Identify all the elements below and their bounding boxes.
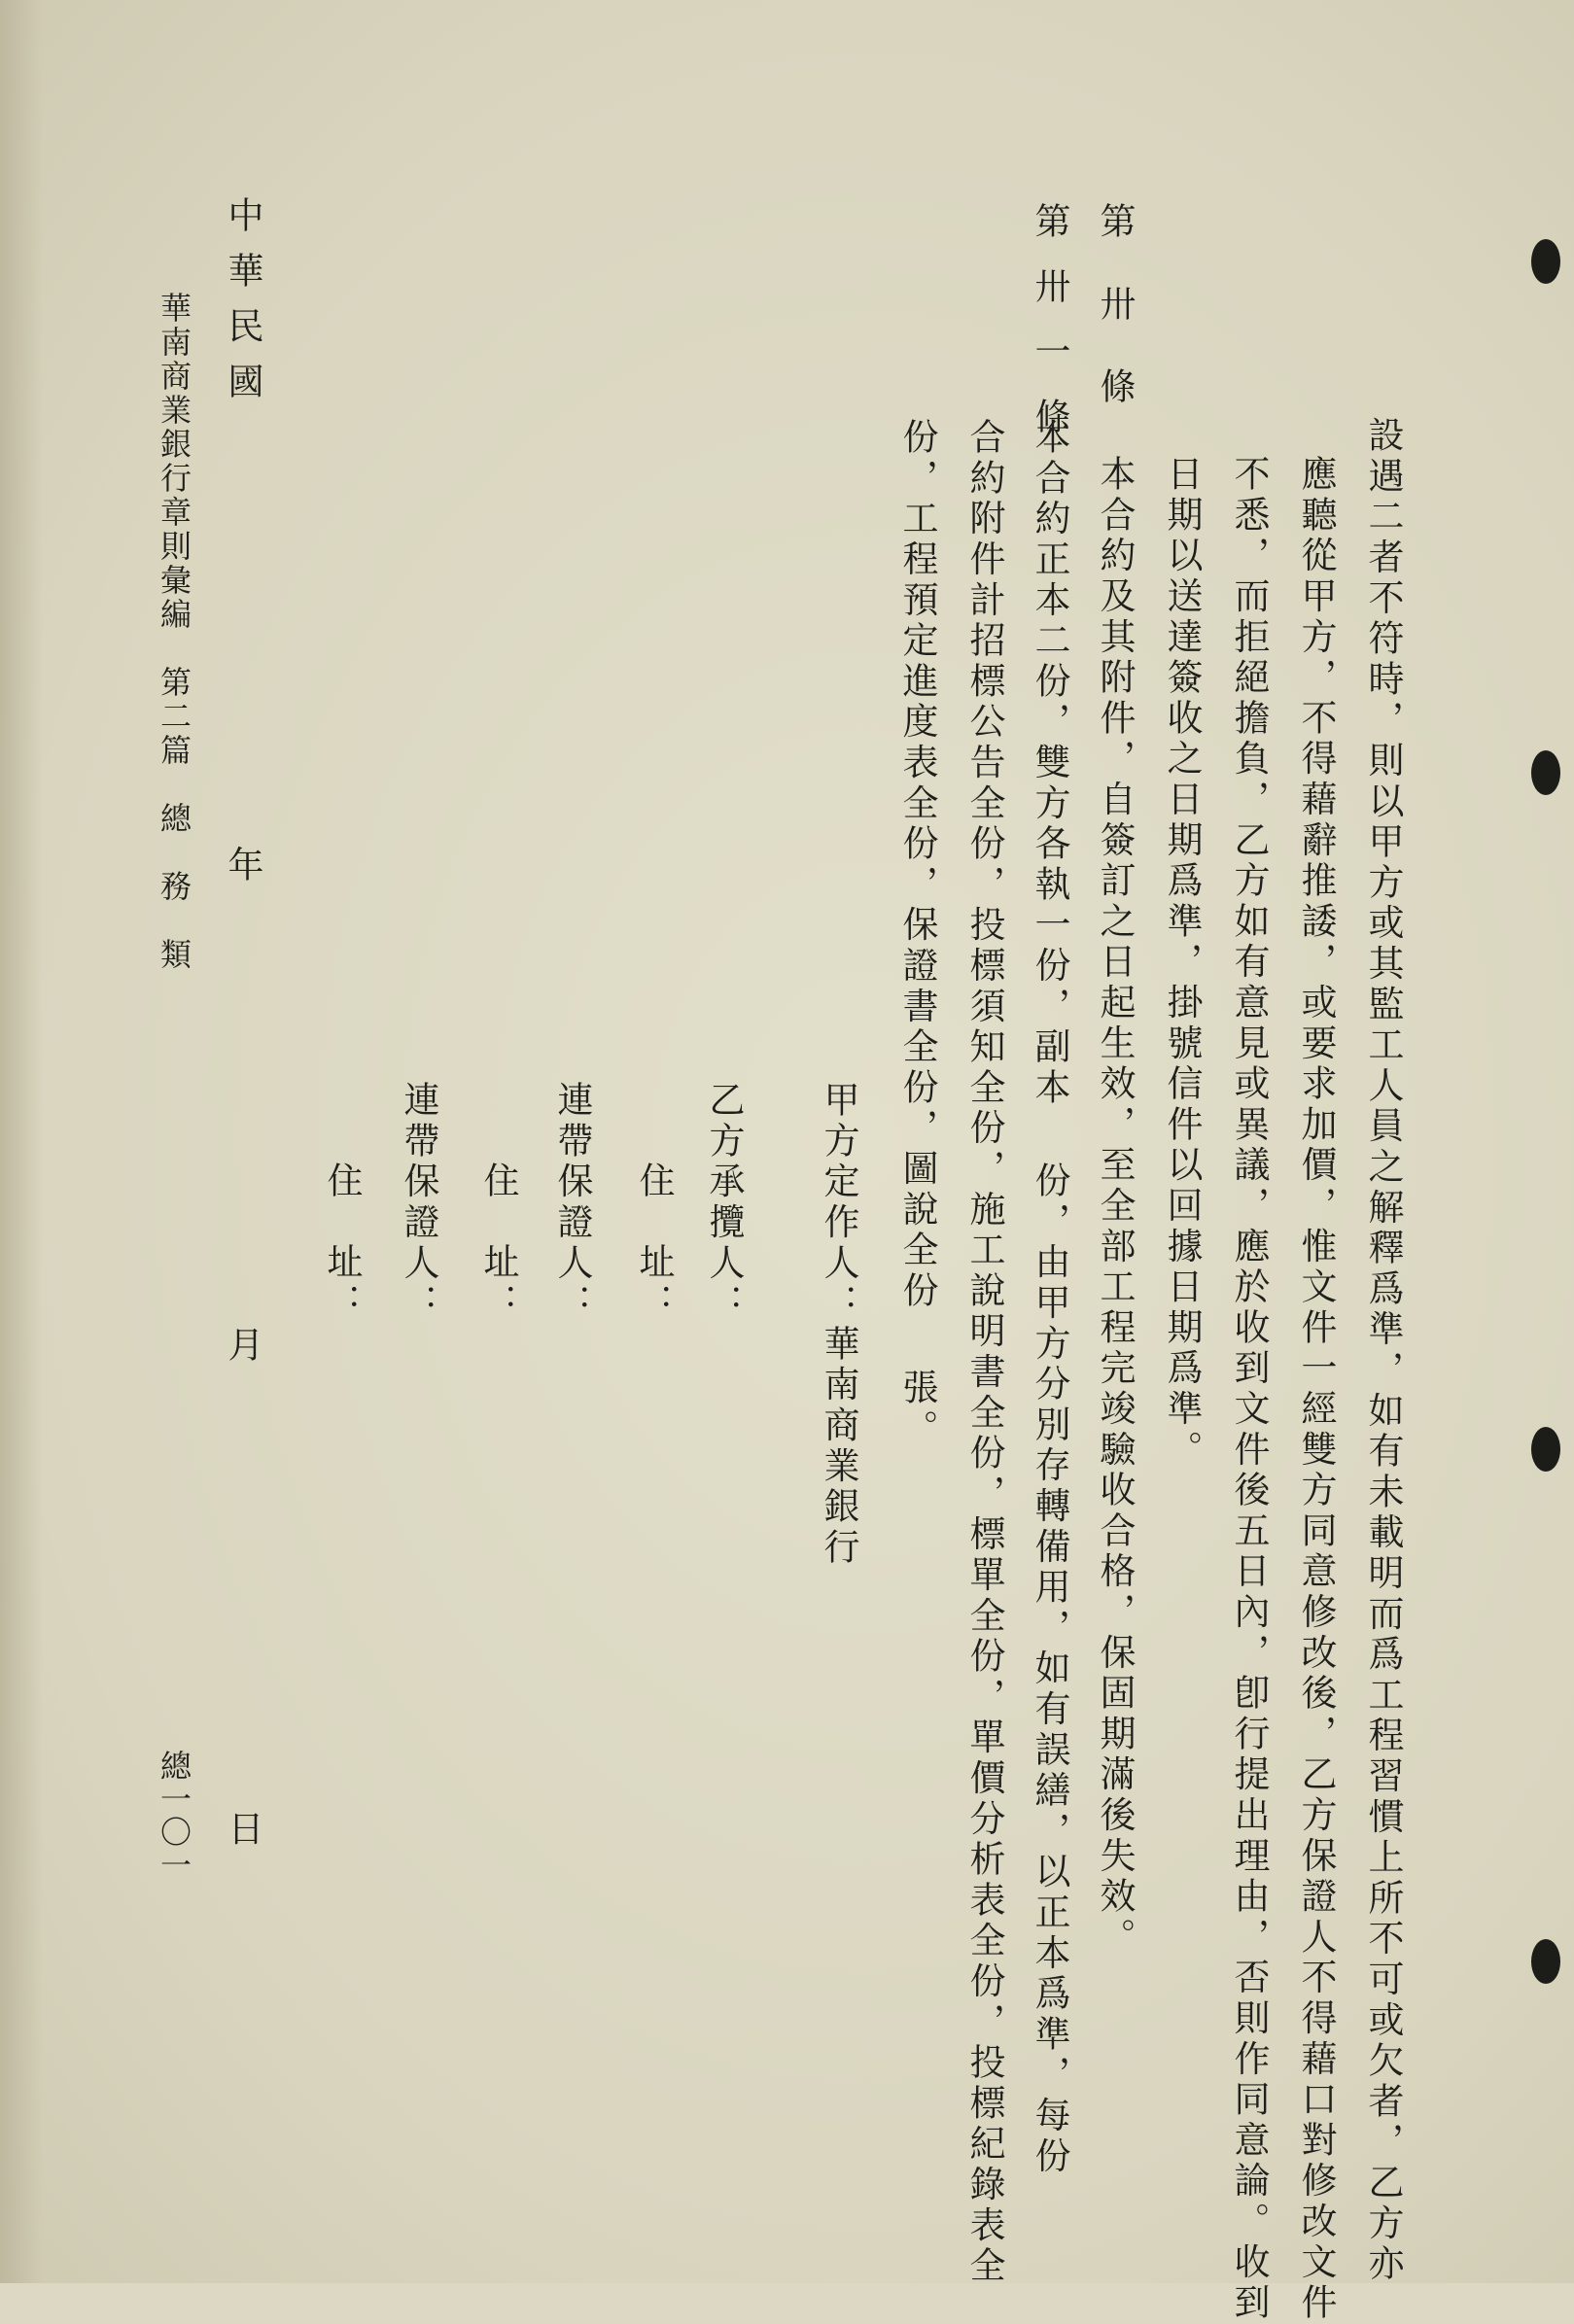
text-line-2: 應聽從甲方，不得藉辭推諉，或要求加價，惟文件一經雙方同意修改後，乙方保證人不得藉口對修改文件	[1295, 455, 1337, 2324]
text-line-7: 合約附件計招標公告全份，投標須知全份，施工說明書全份，標單全份，單價分析表全份，投標紀錄表全	[963, 418, 1005, 2287]
party-a-signature: 甲方定作人：華南商業銀行	[818, 1081, 859, 1569]
punch-hole	[1531, 750, 1560, 795]
punch-hole	[1531, 1427, 1560, 1472]
text-line-6: 本合約正本二份，雙方各執一份，副本	[1029, 418, 1070, 1109]
text-line-3: 不悉，而拒絕擔負，乙方如有意見或異議，應於收到文件後五日內，卽行提出理由，否則作同意論。收到	[1228, 455, 1270, 2324]
date-year: 年	[222, 846, 263, 886]
address-field: 住 址：	[321, 1162, 363, 1325]
address-field: 住 址：	[477, 1162, 519, 1325]
article-31-heading: 第卅一條	[1029, 202, 1070, 463]
text-line-5: 本合約及其附件，自簽訂之日起生效，至全部工程完竣驗收合格，保固期滿後失效。	[1094, 455, 1136, 1959]
article-30-heading: 第卅條	[1094, 202, 1136, 450]
text-line-8b: 張。	[896, 1369, 938, 1450]
book-title-footer: 華南商業銀行章則彙編 第二篇 總 務 類	[156, 292, 192, 972]
punch-hole	[1531, 239, 1560, 284]
guarantor-signature: 連帶保證人：	[551, 1081, 593, 1325]
date-era: 中華民國	[222, 196, 263, 418]
page-number: 總一〇一	[156, 1750, 192, 1882]
text-line-1: 設遇二者不符時，則以甲方或其監工人員之解釋爲準，如有未載明而爲工程習慣上所不可或欠者，乙方亦	[1362, 416, 1404, 2285]
date-month: 月	[222, 1326, 263, 1367]
page-edge-shadow	[0, 0, 43, 2283]
date-day: 日	[222, 1810, 263, 1851]
text-line-8: 份，工程預定進度表全份，保證書全份，圖說全份	[896, 418, 938, 1312]
party-b-signature: 乙方承攬人：	[703, 1081, 745, 1325]
text-line-4: 日期以送達簽收之日期爲準，掛號信件以回據日期爲準。	[1161, 455, 1203, 1471]
text-line-6b: 份，由甲方分別存轉備用，如有誤繕，以正本爲準，每份	[1029, 1162, 1070, 2177]
guarantor-signature: 連帶保證人：	[398, 1081, 439, 1325]
address-field: 住 址：	[633, 1162, 675, 1325]
punch-hole	[1531, 1939, 1560, 1984]
